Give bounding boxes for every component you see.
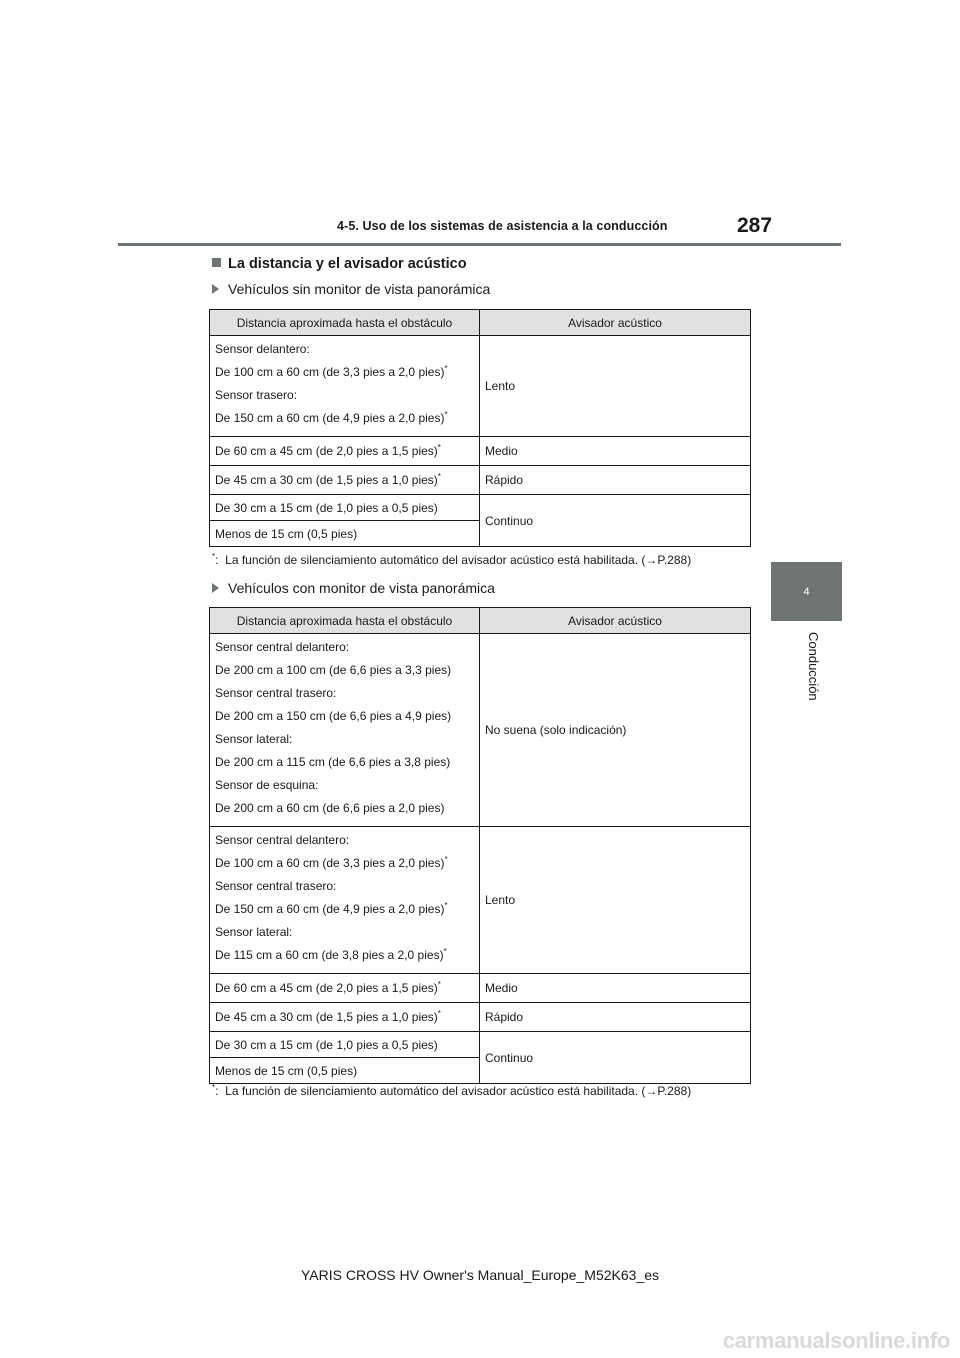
- table1-subheading: [212, 281, 490, 297]
- sensor-label: Sensor lateral:: [215, 925, 293, 939]
- table-row: [210, 437, 751, 466]
- sound-cell: Medio: [480, 974, 751, 1003]
- distance-line: De 150 cm a 60 cm (de 4,9 pies a 2,0 pies)*: [215, 901, 448, 916]
- sensor-label: Sensor central delantero:: [215, 640, 350, 654]
- sound-cell: No suena (solo indicación): [480, 634, 751, 827]
- column-header: Distancia aproximada hasta el obstáculo: [210, 608, 480, 634]
- square-bullet-icon: [212, 258, 221, 267]
- sensor-label: Sensor de esquina:: [215, 778, 319, 792]
- distance-cell: De 45 cm a 30 cm (de 1,5 pies a 1,0 pies)*: [210, 466, 480, 495]
- distance-line: De 100 cm a 60 cm (de 3,3 pies a 2,0 pies)*: [215, 364, 448, 379]
- sound-cell: Rápido: [480, 466, 751, 495]
- sound-cell: Lento: [480, 827, 751, 974]
- table1-subheading-text: Vehículos sin monitor de vista panorámica: [228, 281, 491, 297]
- sensor-label: Sensor central trasero:: [215, 879, 337, 893]
- sound-cell: Continuo: [480, 1032, 751, 1084]
- distance-cell: Menos de 15 cm (0,5 pies): [210, 1058, 480, 1084]
- table-row: [210, 974, 751, 1003]
- table-row: [210, 1003, 751, 1032]
- triangle-bullet-icon: [212, 583, 219, 593]
- sound-cell: Rápido: [480, 1003, 751, 1032]
- triangle-bullet-icon: [212, 284, 219, 294]
- distance-cell: Menos de 15 cm (0,5 pies): [210, 521, 480, 547]
- distance-line: De 200 cm a 150 cm (de 6,6 pies a 4,9 pies): [215, 709, 452, 723]
- distance-cell: [210, 634, 480, 827]
- distance-cell: De 30 cm a 15 cm (de 1,0 pies a 0,5 pies): [210, 1032, 480, 1058]
- sensor-label: Sensor lateral:: [215, 732, 293, 746]
- section-heading-text: La distancia y el avisador acústico: [228, 256, 467, 272]
- column-header: Distancia aproximada hasta el obstáculo: [210, 310, 480, 336]
- table-row: [210, 495, 751, 521]
- table-header-row: [210, 310, 751, 336]
- chapter-side-label: Conducción: [806, 632, 821, 701]
- table-row: [210, 1032, 751, 1058]
- sound-cell: Lento: [480, 336, 751, 437]
- page-footer: YARIS CROSS HV Owner's Manual_Europe_M52K63_es: [300, 1267, 660, 1283]
- table-row: [210, 466, 751, 495]
- table1-footnote: *: La función de silenciamiento automático del avisador acústico está habilitada. (→P.288): [212, 552, 692, 567]
- sensor-label: Sensor central trasero:: [215, 686, 337, 700]
- distance-cell: De 30 cm a 15 cm (de 1,0 pies a 0,5 pies): [210, 495, 480, 521]
- table2-subheading-text: Vehículos con monitor de vista panorámica: [228, 580, 495, 596]
- table2: [209, 607, 751, 1084]
- table-row: [210, 634, 751, 827]
- table1: [209, 309, 751, 547]
- table-row: [210, 827, 751, 974]
- sensor-label: Sensor trasero:: [215, 388, 298, 402]
- chapter-number: 4: [803, 585, 810, 598]
- watermark: carmanualsonline.info: [722, 1328, 950, 1353]
- distance-line: De 200 cm a 115 cm (de 6,6 pies a 3,8 pies): [215, 755, 451, 769]
- distance-cell: De 45 cm a 30 cm (de 1,5 pies a 1,0 pies)*: [210, 1003, 480, 1032]
- column-header: Avisador acústico: [480, 310, 751, 336]
- distance-cell: [210, 336, 480, 437]
- distance-line: De 150 cm a 60 cm (de 4,9 pies a 2,0 pies)*: [215, 410, 448, 425]
- page-number: 287: [737, 214, 773, 237]
- sound-cell: Continuo: [480, 495, 751, 547]
- header-rule: [118, 243, 841, 246]
- distance-cell: De 60 cm a 45 cm (de 2,0 pies a 1,5 pies)*: [210, 437, 480, 466]
- sensor-label: Sensor central delantero:: [215, 833, 350, 847]
- sound-cell: Medio: [480, 437, 751, 466]
- table-header-row: [210, 608, 751, 634]
- sensor-label: Sensor delantero:: [215, 342, 310, 356]
- section-heading: [212, 256, 467, 272]
- distance-line: De 115 cm a 60 cm (de 3,8 pies a 2,0 pies)*: [215, 947, 447, 962]
- distance-cell: [210, 827, 480, 974]
- distance-line: De 100 cm a 60 cm (de 3,3 pies a 2,0 pies)*: [215, 855, 448, 870]
- distance-line: De 200 cm a 100 cm (de 6,6 pies a 3,3 pies): [215, 663, 452, 677]
- distance-line: De 200 cm a 60 cm (de 6,6 pies a 2,0 pies): [215, 801, 445, 815]
- table2-subheading: [212, 580, 495, 596]
- chapter-header-title: 4-5. Uso de los sistemas de asistencia a la conducción: [337, 219, 668, 233]
- chapter-side-tab: [771, 562, 842, 621]
- column-header: Avisador acústico: [480, 608, 751, 634]
- table-row: [210, 336, 751, 437]
- distance-cell: De 60 cm a 45 cm (de 2,0 pies a 1,5 pies)*: [210, 974, 480, 1003]
- table2-footnote: *: La función de silenciamiento automático del avisador acústico está habilitada. (→P.288): [212, 1083, 692, 1098]
